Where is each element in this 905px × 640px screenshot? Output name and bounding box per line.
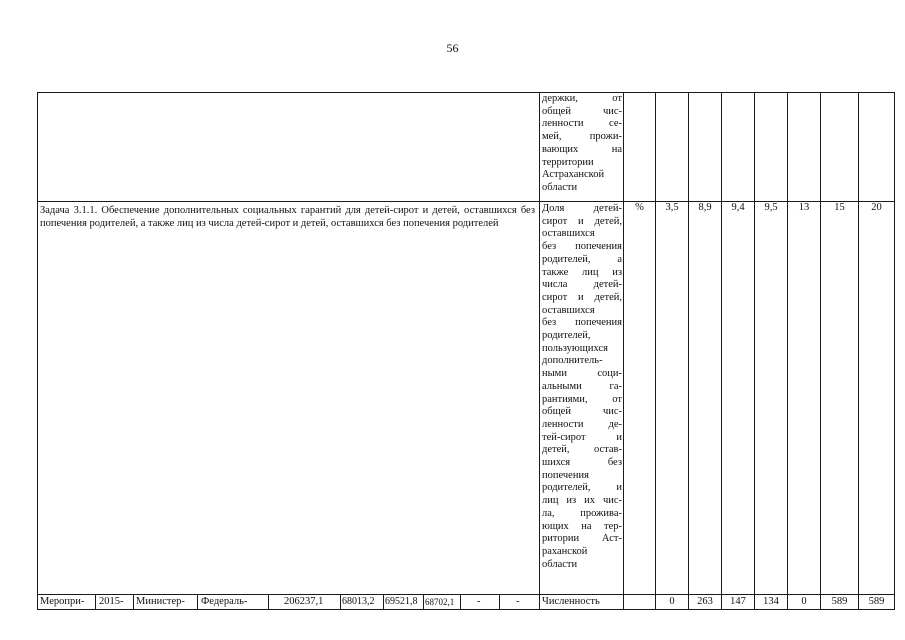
indicator-line: области	[542, 181, 578, 193]
value-cell: 0	[669, 596, 675, 607]
year5-cell: -	[516, 596, 520, 607]
indicator-line: ленности де-	[542, 418, 622, 430]
value-cell: 0	[801, 596, 807, 607]
col-divider	[721, 92, 722, 610]
value-cell: 15	[834, 202, 845, 213]
indicator-line: рантиями, от	[542, 393, 622, 405]
value-cell: 3,5	[665, 202, 679, 213]
indicator-line: Астраханской	[542, 169, 605, 181]
indicator-line: альными га-	[542, 380, 622, 392]
col-divider	[820, 92, 821, 610]
indicator-line: сирот и детей,	[542, 215, 622, 227]
indicator-line: родителей, а	[542, 253, 622, 265]
col-divider	[499, 594, 500, 610]
col-divider	[268, 594, 269, 610]
indicator-line: сирот и детей,	[542, 291, 622, 303]
total-cell: 206237,1	[284, 596, 324, 607]
col-divider	[858, 92, 859, 610]
value-cell: 9,5	[764, 202, 778, 213]
indicator-line: числа детей-	[542, 279, 622, 291]
indicator-line: вающих на	[542, 143, 622, 155]
indicator-line: родителей,	[542, 330, 591, 342]
indicator-line: ритории Аст-	[542, 533, 622, 545]
col-divider	[340, 594, 341, 610]
indicator-line: ющих на тер-	[542, 520, 622, 532]
col-divider	[539, 92, 540, 610]
value-cell: 589	[868, 596, 885, 607]
indicator-line: держки, от	[542, 93, 622, 104]
year4-cell: -	[477, 596, 481, 607]
indicator-line: дополнитель-	[542, 355, 603, 367]
indicator-line: шихся без	[542, 457, 622, 469]
event-cell: Меропри-	[40, 596, 85, 607]
indicator-share	[542, 203, 622, 571]
col-divider	[423, 594, 424, 610]
indicator-line: оставшихся	[542, 304, 595, 316]
value-cell: 589	[831, 596, 848, 607]
indicator-line: без попечения	[542, 241, 622, 253]
source-cell: Федераль-	[201, 596, 248, 607]
col-divider	[95, 594, 96, 610]
period-cell: 2015-	[99, 596, 124, 607]
indicator-line: тей-сирот и	[542, 431, 622, 443]
executor-cell: Министер-	[136, 596, 185, 607]
indicator-line: также лиц из	[542, 266, 622, 278]
table-left-border	[37, 92, 38, 610]
col-divider	[197, 594, 198, 610]
indicator-cell: Численность	[542, 596, 600, 607]
indicator-line: оставшихся	[542, 228, 595, 240]
indicator-line: общей чис-	[542, 105, 622, 117]
value-cell: 147	[730, 596, 746, 607]
page-number: 56	[446, 41, 459, 55]
table-right-border	[894, 92, 895, 610]
col-divider	[688, 92, 689, 610]
value-cell: 134	[763, 596, 779, 607]
year2-cell: 69521,8	[385, 596, 418, 607]
indicator-line: территории	[542, 156, 594, 168]
unit-cell: %	[635, 202, 644, 213]
col-divider	[754, 92, 755, 610]
col-divider	[133, 594, 134, 610]
table-bottom-border	[37, 609, 895, 610]
indicator-line: родителей, и	[542, 482, 622, 494]
indicator-line: ленности се-	[542, 118, 622, 130]
row-divider	[37, 594, 895, 595]
indicator-line: ла, прожива-	[542, 507, 622, 519]
indicator-line: пользующихся	[542, 342, 608, 354]
indicator-line: раханской	[542, 545, 588, 557]
table-top-border	[37, 92, 895, 93]
year1-cell: 68013,2	[342, 596, 375, 607]
year3-cell: 68702,1	[425, 597, 455, 607]
col-divider	[623, 92, 624, 610]
indicator-line: мей, прожи-	[542, 131, 622, 143]
task-description: Задача 3.1.1. Обеспечение дополнительных социальных гарантий для детей-сирот и детей, оставшихся без попечения родителей, а также лиц из числа детей-сирот и детей, оставшихся без попечения родителей	[40, 205, 535, 229]
indicator-line: Доля детей-	[542, 203, 622, 214]
col-divider	[460, 594, 461, 610]
indicator-line: ными соци-	[542, 368, 622, 380]
col-divider	[655, 92, 656, 610]
value-cell: 9,4	[731, 202, 745, 213]
value-cell: 20	[871, 202, 882, 213]
indicator-line: общей чис-	[542, 406, 622, 418]
col-divider	[383, 594, 384, 610]
col-divider	[787, 92, 788, 610]
indicator-line: области	[542, 558, 578, 570]
value-cell: 13	[798, 202, 810, 213]
value-cell: 8,9	[698, 202, 712, 213]
indicator-line: лиц из их чис-	[542, 495, 622, 507]
value-cell: 263	[697, 596, 713, 607]
indicator-continuation	[542, 93, 622, 195]
indicator-line: детей, остав-	[542, 444, 622, 456]
indicator-line: попечения	[542, 469, 589, 481]
indicator-line: без попечения	[542, 317, 622, 329]
